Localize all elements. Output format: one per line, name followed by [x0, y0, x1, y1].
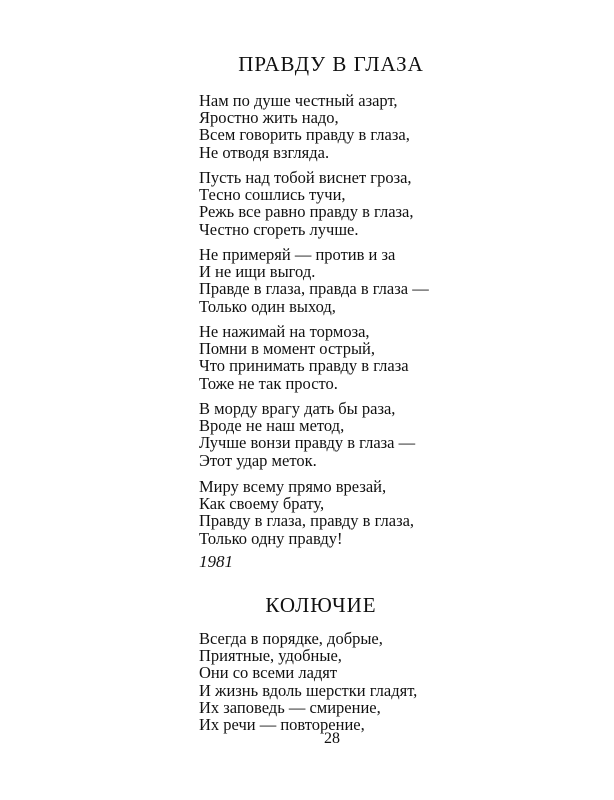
stanza: [199, 400, 415, 469]
verse-line: В морду врагу дать бы раза,: [199, 399, 396, 418]
verse-line: Честно сгореть лучше.: [199, 219, 359, 239]
verse-line: Приятные, удобные,: [199, 646, 342, 666]
stanza: [199, 630, 417, 733]
verse-line: Тесно сошлись тучи,: [199, 185, 346, 205]
verse-line: Помни в момент острый,: [199, 339, 375, 359]
verse-line: Только один выход,: [199, 296, 336, 316]
poem-title: ПРАВДУ В ГЛАЗА: [238, 52, 424, 76]
verse-line: Лучше вонзи правду в глаза —: [199, 433, 416, 453]
poem-date: 1981: [199, 552, 233, 571]
verse-line: Правду в глаза, правду в глаза,: [199, 511, 415, 531]
verse-line: Всегда в порядке, добрые,: [199, 629, 383, 648]
verse-line: Не нажимай на тормоза,: [199, 322, 370, 341]
stanza: [199, 246, 429, 315]
verse-line: И не ищи выгод.: [199, 262, 316, 282]
verse-line: Что принимать правду в глаза: [199, 356, 409, 376]
verse-line: Нам по душе честный азарт,: [199, 91, 398, 110]
stanza: [199, 92, 410, 161]
verse-line: Миру всему прямо врезай,: [199, 477, 387, 496]
verse-line: Только одну правду!: [199, 528, 343, 548]
verse-line: Вроде не наш метод,: [199, 416, 345, 436]
verse-line: Пусть над тобой виснет гроза,: [199, 168, 412, 187]
verse-line: Всем говорить правду в глаза,: [199, 125, 410, 145]
verse-line: Правде в глаза, правда в глаза —: [199, 279, 429, 299]
stanza: [199, 323, 409, 392]
verse-line: Как своему брату,: [199, 494, 325, 514]
verse-line: Их заповедь — смирение,: [199, 697, 381, 717]
verse-line: Они со всеми ладят: [199, 663, 338, 683]
verse-line: Режь все равно правду в глаза,: [199, 202, 414, 222]
verse-line: Не примеряй — против и за: [199, 245, 396, 264]
verse-line: Не отводя взгляда.: [199, 142, 330, 162]
stanza: [199, 169, 414, 238]
verse-line: И жизнь вдоль шерстки гладят,: [199, 680, 418, 700]
verse-line: Их речи — повторение,: [199, 715, 365, 735]
stanza: [199, 478, 414, 547]
verse-line: Яростно жить надо,: [199, 108, 339, 128]
poem-title: КОЛЮЧИЕ: [265, 593, 377, 617]
verse-line: Тоже не так просто.: [199, 373, 338, 393]
verse-line: Этот удар меток.: [199, 450, 317, 470]
page-number: 28: [324, 730, 340, 747]
